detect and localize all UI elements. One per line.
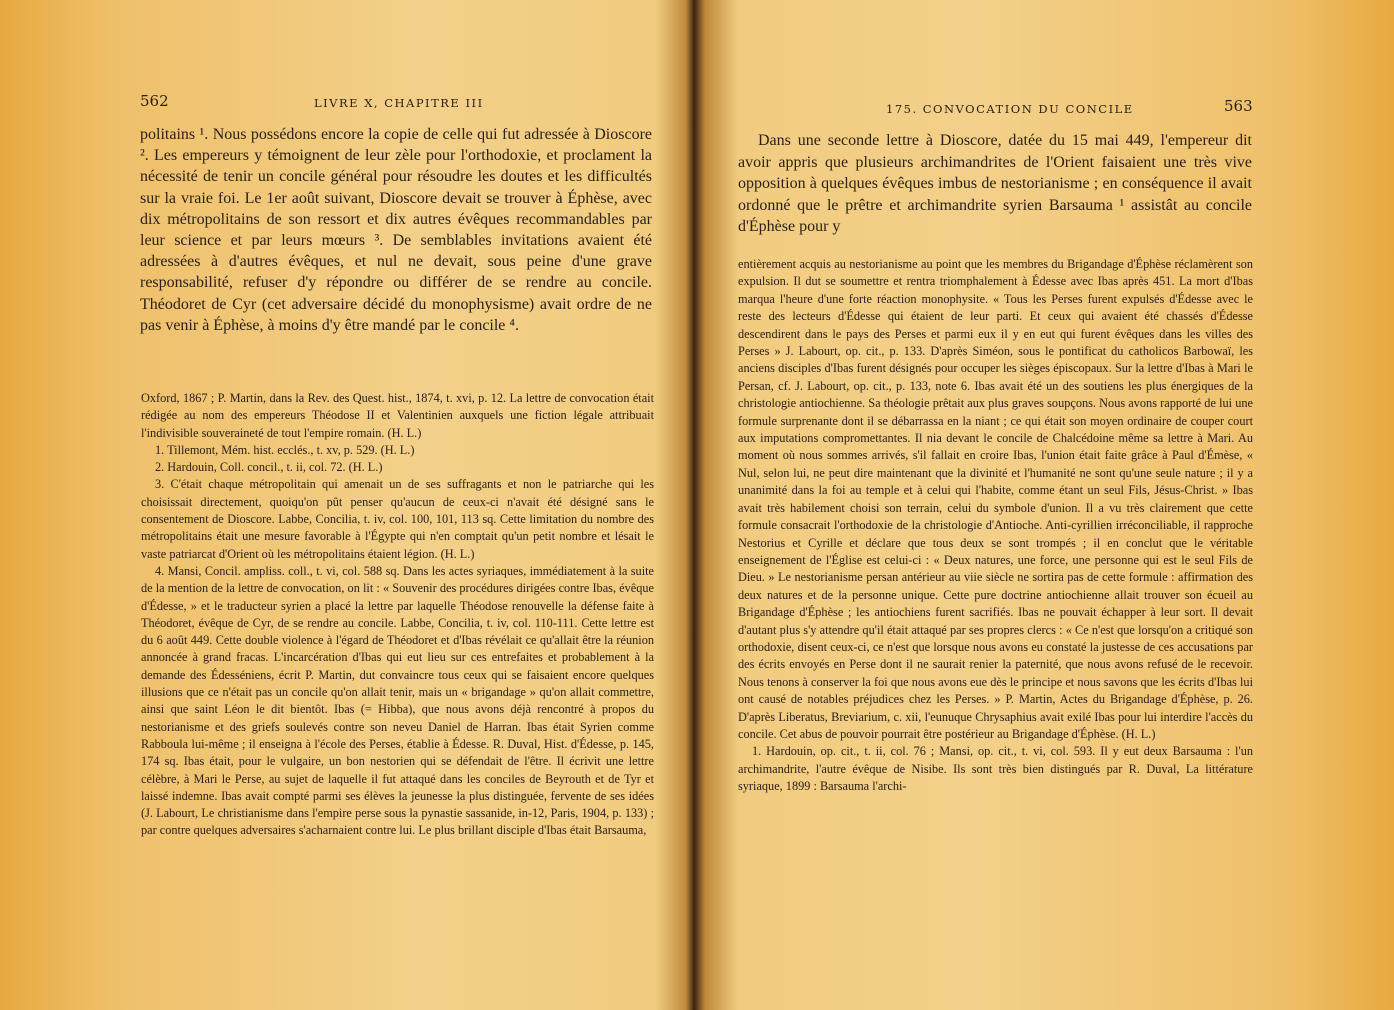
- footnote-3: 3. C'était chaque métropolitain qui amenait un de ses suffragants et non le patriarche qui les choisissait directement, quoiqu'on pût penser qu'aucun de ceux-ci n'avait été désigné sans le consentement de Dioscore. Labbe, Concilia, t. iv, col. 100, 101, 113 sq. Cette limitation du nombre des métropolitains était une mesure favorable à l'Égypte qui n'en comptait qu'un petit nombre et lésait le vaste patriarcat d'Orient où les métropolitains étaient légion. (H. L.): [141, 477, 654, 561]
- page-number: 562: [140, 92, 169, 110]
- footnotes: [141, 390, 654, 840]
- footnotes: [738, 256, 1253, 796]
- footnote-continuation: entièrement acquis au nestorianisme au point que les membres du Brigandage d'Éphèse réclamèrent son expulsion. Il dut se soumettre et rentra triomphalement à Édesse avec Ibas après 451. La mort d'Ibas marqua l'heure d'une forte réaction monophysite. « Tous les Perses furent expulsés d'Édesse avec le reste des lecteurs d'Édesse qui étaient de leur parti. Et ceux qui avaient été chassés d'Édesse descendirent dans le pays des Perses et parmi eux il y en eut qui furent évêques dans les villes des Perses » J. Labourt, op. cit., p. 133. D'après Siméon, sous le pontificat du catholicos Barbowaï, les anciens disciples d'Ibas furent désignés pour occuper les sièges épiscopaux. Sur la lettre d'Ibas à Mari le Persan, cf. J. Labourt, op. cit., p. 133, note 6. Ibas avait été un des soutiens les plus énergiques de la christologie antiochienne. Sa théologie prêtait aux plus graves soupçons. Nous avons rapporté de lui une formule surprenante dont il se débarrassa en la niant ; ce qui était son moyen ordinaire de couper court aux imputations compromettantes. Il nia devant le concile de Chalcédoine même sa lettre à Mari. Au moment où nous sommes arrivés, s'il fallait en croire Ibas, l'union était faite grâce à Paul d'Émèse, « Nul, selon lui, ne peut dire maintenant que la divinité et l'humanité ne sont qu'une seule nature ; il y a unanimité dans la foi au temple et à celui qui l'habite, comme étant un seul Fils, Jésus-Christ. » Ibas avait très habilement choisi son terrain, celui du symbole d'union. Il a vu très clairement que cette formule consacrait l'orthodoxie de la christologie d'Antioche. Anti-cyrillien irréconciliable, il rapproche Nestorius et Cyrille et déclare que tous deux se sont trompés ; il en conclut que le véritable enseignement de l'Église est celui-ci : « Deux natures, une force, une personne qui est le seul Fils de Dieu. » Le nestorianisme persan antérieur au viie siècle ne sortira pas de cette formule : affirmation des deux natures et de la personne unique. Cette pure doctrine antiochienne allait trouver son écueil au Brigandage d'Éphèse ; les antiochiens furent sacrifiés. Ibas ne pouvait échapper à leur sort. Il devait d'autant plus s'y attendre qu'il était attaqué par ses propres clercs : « Ce n'est que lorsqu'on a critiqué son orthodoxie, disent ceux-ci, ce n'est que lorsque nous avons eu constaté la justesse de ces accusations par des écrits envoyés en Perse dont il ne saurait renier la paternité, que nous avons refusé de le recevoir. Nous tenons à conserver la foi que nous avons eue dès le principe et nous savons que les écrits d'Ibas lui ont causé de notables préjudices chez les Perses. » P. Martin, Actes du Brigandage d'Éphèse, p. 26. D'après Liberatus, Breviarium, c. xii, l'eunuque Chrysaphius avait exilé Ibas pour lui interdire l'accès du concile. Cet abus de pouvoir pourrait être postérieur au Brigandage d'Éphèse. (H. L.): [738, 257, 1253, 741]
- footnote-2: 2. Hardouin, Coll. concil., t. ii, col. 72. (H. L.): [155, 460, 383, 475]
- footnote-1: 1. Hardouin, op. cit., t. ii, col. 76 ; Mansi, op. cit., t. vi, col. 593. Il y eut deux Barsauma : l'un archimandrite, l'autre évêque de Nisibe. Ils sont très bien distingués par R. Duval, La littérature syriaque, 1899 : Barsauma l'archi-: [738, 744, 1253, 794]
- footnote-4: 4. Mansi, Concil. ampliss. coll., t. vi, col. 588 sq. Dans les actes syriaques, immédiatement à la suite de la mention de la lettre de convocation, on lit : « Souvenir des procédures dirigées contre Ibas, évêque d'Édesse, » et le traducteur syrien a placé la lettre par laquelle Théodose renouvelle la défense faite à Théodoret, évêque de Cyr, de se rendre au concile. Labbe, Concilia, t. iv, col. 110-111. Cette lettre est du 6 août 449. Cette double violence à l'égard de Théodoret et d'Ibas révélait ce qu'allait être la réunion annoncée à grand fracas. L'incarcération d'Ibas qui eut lieu sur ces entrefaites et probablement à la demande des Édesséniens, écrit P. Martin, dut convaincre tous ceux qui se faisaient encore quelques illusions que ce n'était pas un concile qu'on allait tenir, mais un « brigandage » qu'on allait commettre, ainsi que saint Léon le dit bientôt. Ibas (= Hibba), que nous avons déjà rencontré à propos du nestorianisme et des griefs soulevés contre son neveu Daniel de Harran. Ibas était Syrien comme Rabboula lui-même ; il enseigna à l'école des Perses, établie à Édesse. R. Duval, Hist. d'Édesse, p. 145, 174 sq. Ibas était, pour le vulgaire, un bon nestorien qui se défendait de l'être. Il écrivit une lettre célèbre, à Mari le Perse, au sujet de laquelle il fut attaqué dans les conciles de Beyrouth et de Tyr et laissé indemne. Ibas avait compté parmi ses élèves la jeunesse la plus distinguée, fervente de ses idées (J. Labourt, Le christianisme dans l'empire perse sous la pynastie sassanide, in-12, Paris, 1904, p. 133) ; par contre quelques adversaires s'acharnaient contre lui. Le plus brillant disciple d'Ibas était Barsauma,: [141, 563, 654, 838]
- body-text: [738, 130, 1252, 238]
- footnote-1: 1. Tillemont, Mém. hist. ecclés., t. xv, p. 529. (H. L.): [155, 442, 415, 457]
- body-paragraph: Dans une seconde lettre à Dioscore, datée du 15 mai 449, l'empereur dit avoir appris que plusieurs archimandrites de l'Orient faisaient une très vive opposition à quelques évêques imbus de nestorianisme ; en conséquence il avait ordonné que le prêtre et archimandrite syrien Barsauma ¹ assistât au concile d'Éphèse pour y: [738, 132, 1252, 235]
- left-page: [0, 0, 690, 1010]
- running-head: LIVRE X, CHAPITRE III: [314, 96, 484, 110]
- page-number: 563: [1224, 97, 1253, 115]
- running-head: 175. CONVOCATION DU CONCILE: [886, 102, 1134, 116]
- footnote-continuation: Oxford, 1867 ; P. Martin, dans la Rev. des Quest. hist., 1874, t. xvi, p. 12. La lettre de convocation était rédigée au nom des empereurs Théodose II et Valentinien auxquels une fiction légale attribuait l'indivisible souveraineté de tout l'empire romain. (H. L.): [141, 391, 654, 440]
- right-page: [702, 0, 1394, 1010]
- body-text: [140, 124, 652, 336]
- body-paragraph: politains ¹. Nous possédons encore la copie de celle qui fut adressée à Dioscore ². Les empereurs y témoignent de leur zèle pour l'orthodoxie, et proclament la nécessité de tenir un concile général pour résoudre les doutes et les difficultés sur la vraie foi. Le 1er août suivant, Dioscore devait se trouver à Éphèse, avec dix métropolitains de son ressort et dix autres évêques recommandables par leur science et par leurs mœurs ³. De semblables invitations avaient été adressées à d'autres évêques, et nul ne devait, sous peine d'une grave responsabilité, refuser d'y répondre ou différer de se rendre au concile. Théodoret de Cyr (cet adversaire décidé du monophysisme) avait ordre de ne pas venir à Éphèse, à moins d'y être mandé par le concile ⁴.: [140, 126, 652, 334]
